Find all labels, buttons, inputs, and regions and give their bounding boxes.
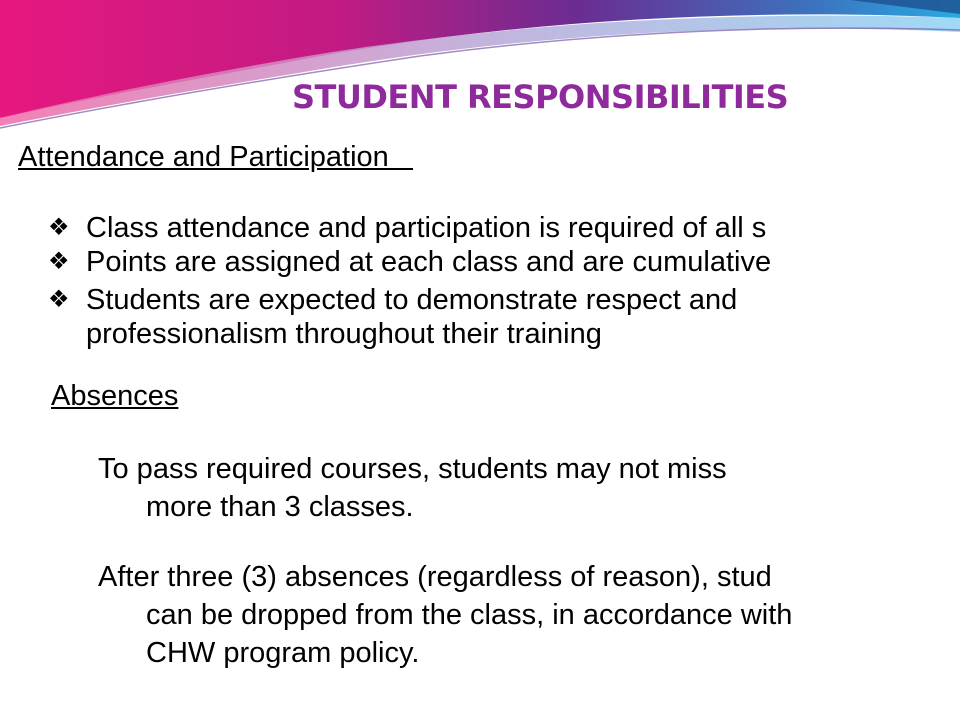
absences-heading: Absences bbox=[51, 380, 179, 412]
diamond-bullet-icon: ❖ bbox=[48, 248, 70, 275]
bullet-item bbox=[48, 283, 737, 351]
absences-paragraph bbox=[98, 450, 727, 526]
bullet-text: Points are assigned at each class and are cumulative bbox=[86, 246, 772, 278]
absences-paragraph bbox=[98, 558, 792, 672]
paragraph-line: After three (3) absences (regardless of reason), stud bbox=[98, 561, 772, 593]
bullet-item bbox=[48, 211, 766, 245]
paragraph-line: can be dropped from the class, in accordance with bbox=[146, 599, 793, 631]
bullet-item bbox=[48, 245, 771, 279]
diamond-bullet-icon: ❖ bbox=[48, 214, 70, 241]
bullet-text: Students are expected to demonstrate respect and bbox=[86, 284, 738, 316]
paragraph-line: To pass required courses, students may not miss bbox=[98, 453, 727, 485]
paragraph-line: CHW program policy. bbox=[146, 637, 420, 669]
attendance-heading: Attendance and Participation bbox=[18, 141, 413, 173]
bullet-text: Class attendance and participation is required of all s bbox=[86, 212, 767, 244]
paragraph-line: more than 3 classes. bbox=[146, 491, 414, 523]
bullet-text-continued: professionalism throughout their training bbox=[86, 318, 602, 350]
diamond-bullet-icon: ❖ bbox=[48, 286, 70, 313]
slide-title: STUDENT RESPONSIBILITIES bbox=[292, 78, 789, 116]
